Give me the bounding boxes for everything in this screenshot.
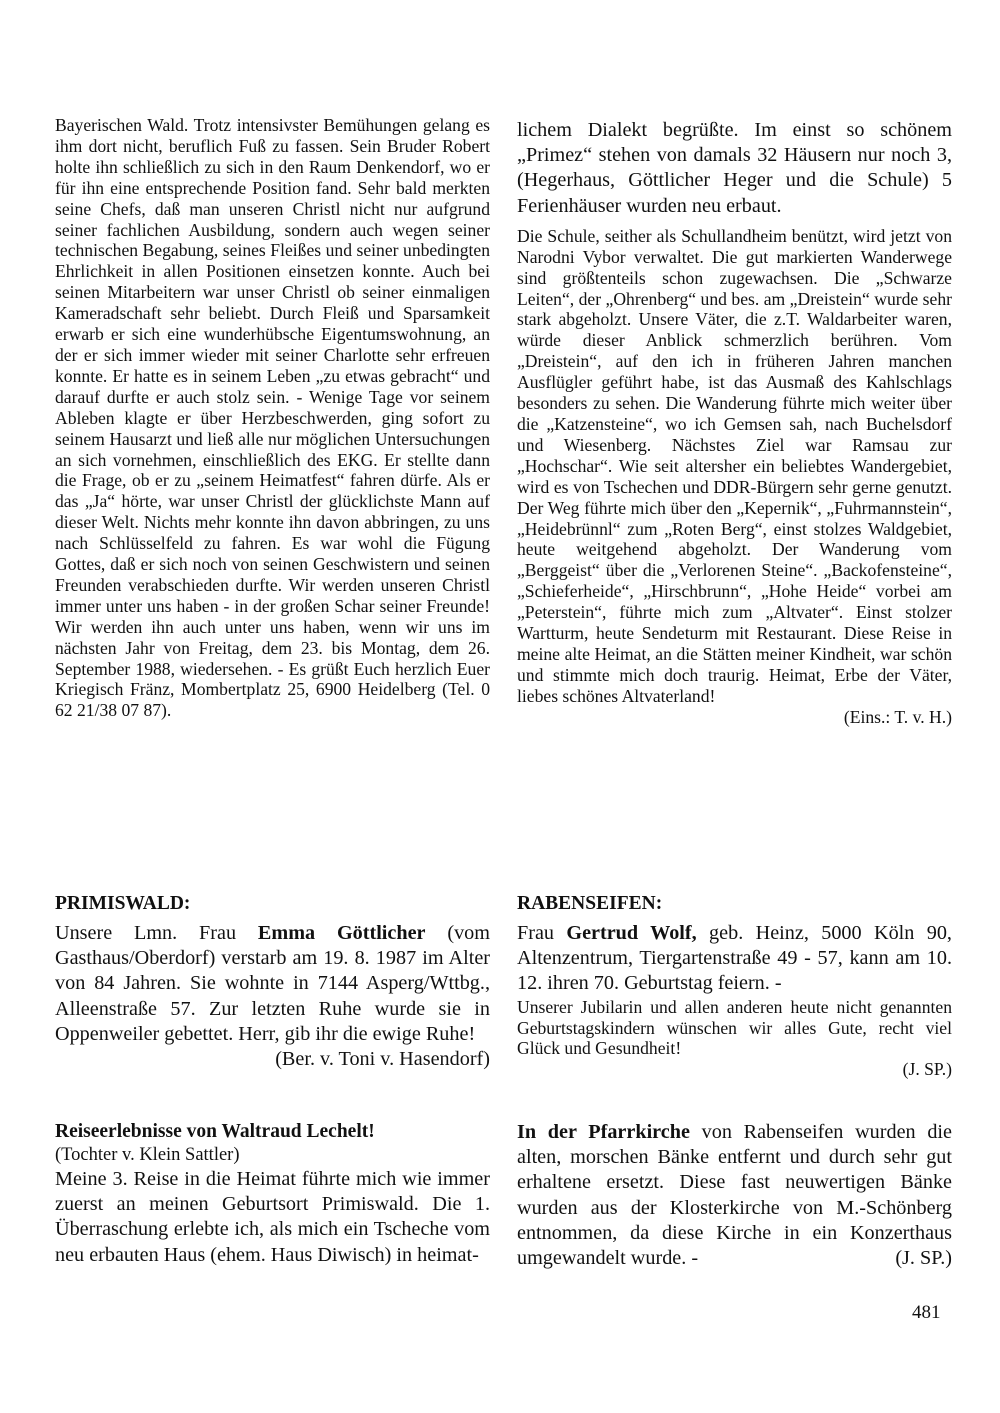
pfarrkirche-text: In der Pfarrkirche von Rabenseifen wurden die alten, morschen Bänke entfernt und durch sehr gut erhaltene ersetzt. Diese fast neuwertigen Bänke wurden aus der Klosterkirche von M.-Schönberg entnommen, da diese Kirche in ein Konzerthaus umgewandelt wurde. -: [517, 1121, 952, 1270]
deceased-name: Emma Göttlicher: [257, 922, 426, 944]
birthday-name: Gertrud Wolf,: [566, 922, 697, 944]
travel-report-continued-text: lichem Dialekt begrüßte. Im einst so schönem „Primez“ stehen von damals 32 Häusern nur noch 3, (Hegerhaus, Göttlicher Heger und die Schule) 5 Ferienhäuser wurden neu erbaut.: [517, 119, 952, 217]
pfarrkirche-section: [517, 1120, 952, 1271]
rabenseifen-wishes: Unserer Jubilarin und allen anderen heute nicht genannten Geburtstagskindern wünschen wir alles Gute, recht viel Glück und Gesundheit!: [517, 996, 952, 1059]
pfarrkirche-credit: (J. SP.): [895, 1247, 952, 1270]
rabenseifen-credit: (J. SP.): [902, 1059, 952, 1080]
reise-subtitle: (Tochter v. Klein Sattler): [55, 1145, 240, 1165]
reise-heading: Reiseerlebnisse von Waltraud Lechelt!: [55, 1121, 375, 1142]
travel-report-second-paragraph: Die Schule, seither als Schullandheim benützt, wird jetzt von Narodni Vybor verwaltet. Die gut markierten Wanderwege sind größtenteils schon zugewachsen. Die „Schwarze Leiten“, der „Ohrenberg“ und bes. am „Dreistein“ wurde sehr stark abgeholzt. Unsere Väter, die z.T. Waldarbeiter waren, würde dieser Anblick schmerzlich berühren. Vom „Dreistein“, auf den ich in früheren Jahren manchen Ausflügler geführt habe, ist das Ausmaß des Kahlschlags besonders zu sehen. Die Wanderung führte mich weiter über die „Katzensteine“, wo ich Gemsen sah, nach Buchelsdorf und Wiesenberg. Nächstes Ziel war Ramsau zur „Hochschar“. Wie seit altersher ein beliebtes Wandergebiet, wird es von Tschechen und DDR-Bürgern sehr gerne genutzt. Der Weg führte mich über den „Kepernik“, „Fuhrmannstein“, „Heidebrünnl“ zum „Roten Berg“, einst stolzes Waldgebiet, heute weitgehend abgeholzt. Der Wanderung vom „Berggeist“ über die „Verlorenen Steine“. „Backofensteine“, „Schieferheide“, „Hirschbrunn“, „Hohe Heide“ vorbei am „Peterstein“, führte mich zum „Altvater“. Einst stolzer Wartturm, heute Sendeturm mit Restaurant. Diese Reise in meine alte Heimat, an die Stätten meiner Kindheit, war schön und stimmte mich doch traurig. Heimat, Erbe der Väter, liebes schönes Altvaterland!: [517, 225, 952, 706]
primiswald-heading: PRIMISWALD:: [55, 893, 191, 914]
column-1-top: [55, 115, 490, 721]
obituary-continued-text: Bayerischen Wald. Trotz intensivster Bemühungen gelang es ihm dort nicht, beruflich Fuß zu fassen. Sein Bruder Robert holte ihn schließlich zu sich in den Raum Denkendorf, wo er für ihn eine entsprechende Position fand. Sehr bald merkten seine Chefs, daß man unseren Christl nicht nur aufgrund seiner fachlichen Ausbildung, sondern auch wegen seiner technischen Begabung, seines Fleißes und seiner unbedingten Ehrlichkeit in allen Positionen einsetzen konnte. Auch bei seinen Mitarbeitern war unser Christl ob seiner einmaligen Kameradschaft sehr beliebt. Durch Fleiß und Sparsamkeit erwarb er sich eine wunderhübsche Eigentumswohnung, an der er sich immer wieder mit seiner Charlotte sehr erfreuen konnte. Er hatte es in seinem Leben „zu etwas gebracht“ und darauf durfte er auch stolz sein. - Wenige Tage vor seinem Ableben klagte er über Herzbeschwerden, ging sofort zu seinem Hausarzt und ließ alle nur möglichen Untersuchungen an sich vornehmen, einschließlich des EKG. Er stellte dann die Frage, ob er zu „seinem Heimatfest“ fahren dürfe. Als er das „Ja“ hörte, war unser Christl der glücklichste Mann auf dieser Welt. Nichts mehr konnte ihn davon abbringen, zu uns nach Schlüsselfeld zu fahren. Es war wohl die Fügung Gottes, daß er sich noch von seinen Geschwistern und seinen Freunden verabschieden durfte. Wir werden unseren Christl immer unter uns haben - in der großen Schar seiner Freunde! Wir werden ihn auch unter uns haben, wenn wir uns im nächsten Jahr von Freitag, dem 23. bis Montag, dem 26. September 1988, wiedersehen. - Es grüßt Euch herzlich Euer Kriegisch Fränz, Mombertplatz 25, 6900 Heidelberg (Tel. 0 62 21/38 07 87).: [55, 115, 490, 721]
primiswald-section: [55, 892, 490, 1072]
travel-report-credit: (Eins.: T. v. H.): [843, 706, 952, 727]
pfarrkirche-lead: In der Pfarrkirche: [517, 1121, 690, 1143]
rabenseifen-section: [517, 892, 952, 1080]
column-2-top: [517, 118, 952, 728]
reise-section: [55, 1120, 490, 1268]
rabenseifen-heading: RABENSEIFEN:: [517, 893, 663, 914]
page-number: 481: [912, 1302, 941, 1323]
rabenseifen-text: Frau Gertrud Wolf, geb. Heinz, 5000 Köln 90, Altenzentrum, Tiergartenstraße 49 - 57, kann am 10. 12. ihren 70. Geburtstag feiern. -: [517, 922, 952, 995]
reise-text: Meine 3. Reise in die Heimat führte mich wie immer zuerst an meinen Geburtsort Primiswald. Die 1. Überraschung erlebte ich, als mich ein Tscheche vom neu erbauten Haus (ehem. Haus Diwisch) in heimat-: [55, 1168, 490, 1266]
primiswald-credit: (Ber. v. Toni v. Hasendorf): [275, 1048, 490, 1071]
primiswald-text: Unsere Lmn. Frau Emma Göttlicher (vom Gasthaus/Oberdorf) verstarb am 19. 8. 1987 im Alter von 84 Jahren. Sie wohnte in 7144 Asperg/Wttbg., Alleenstraße 57. Zur letzten Ruhe wurde sie in Oppenweiler gebettet. Herr, gib ihr die ewige Ruhe!: [55, 922, 490, 1045]
